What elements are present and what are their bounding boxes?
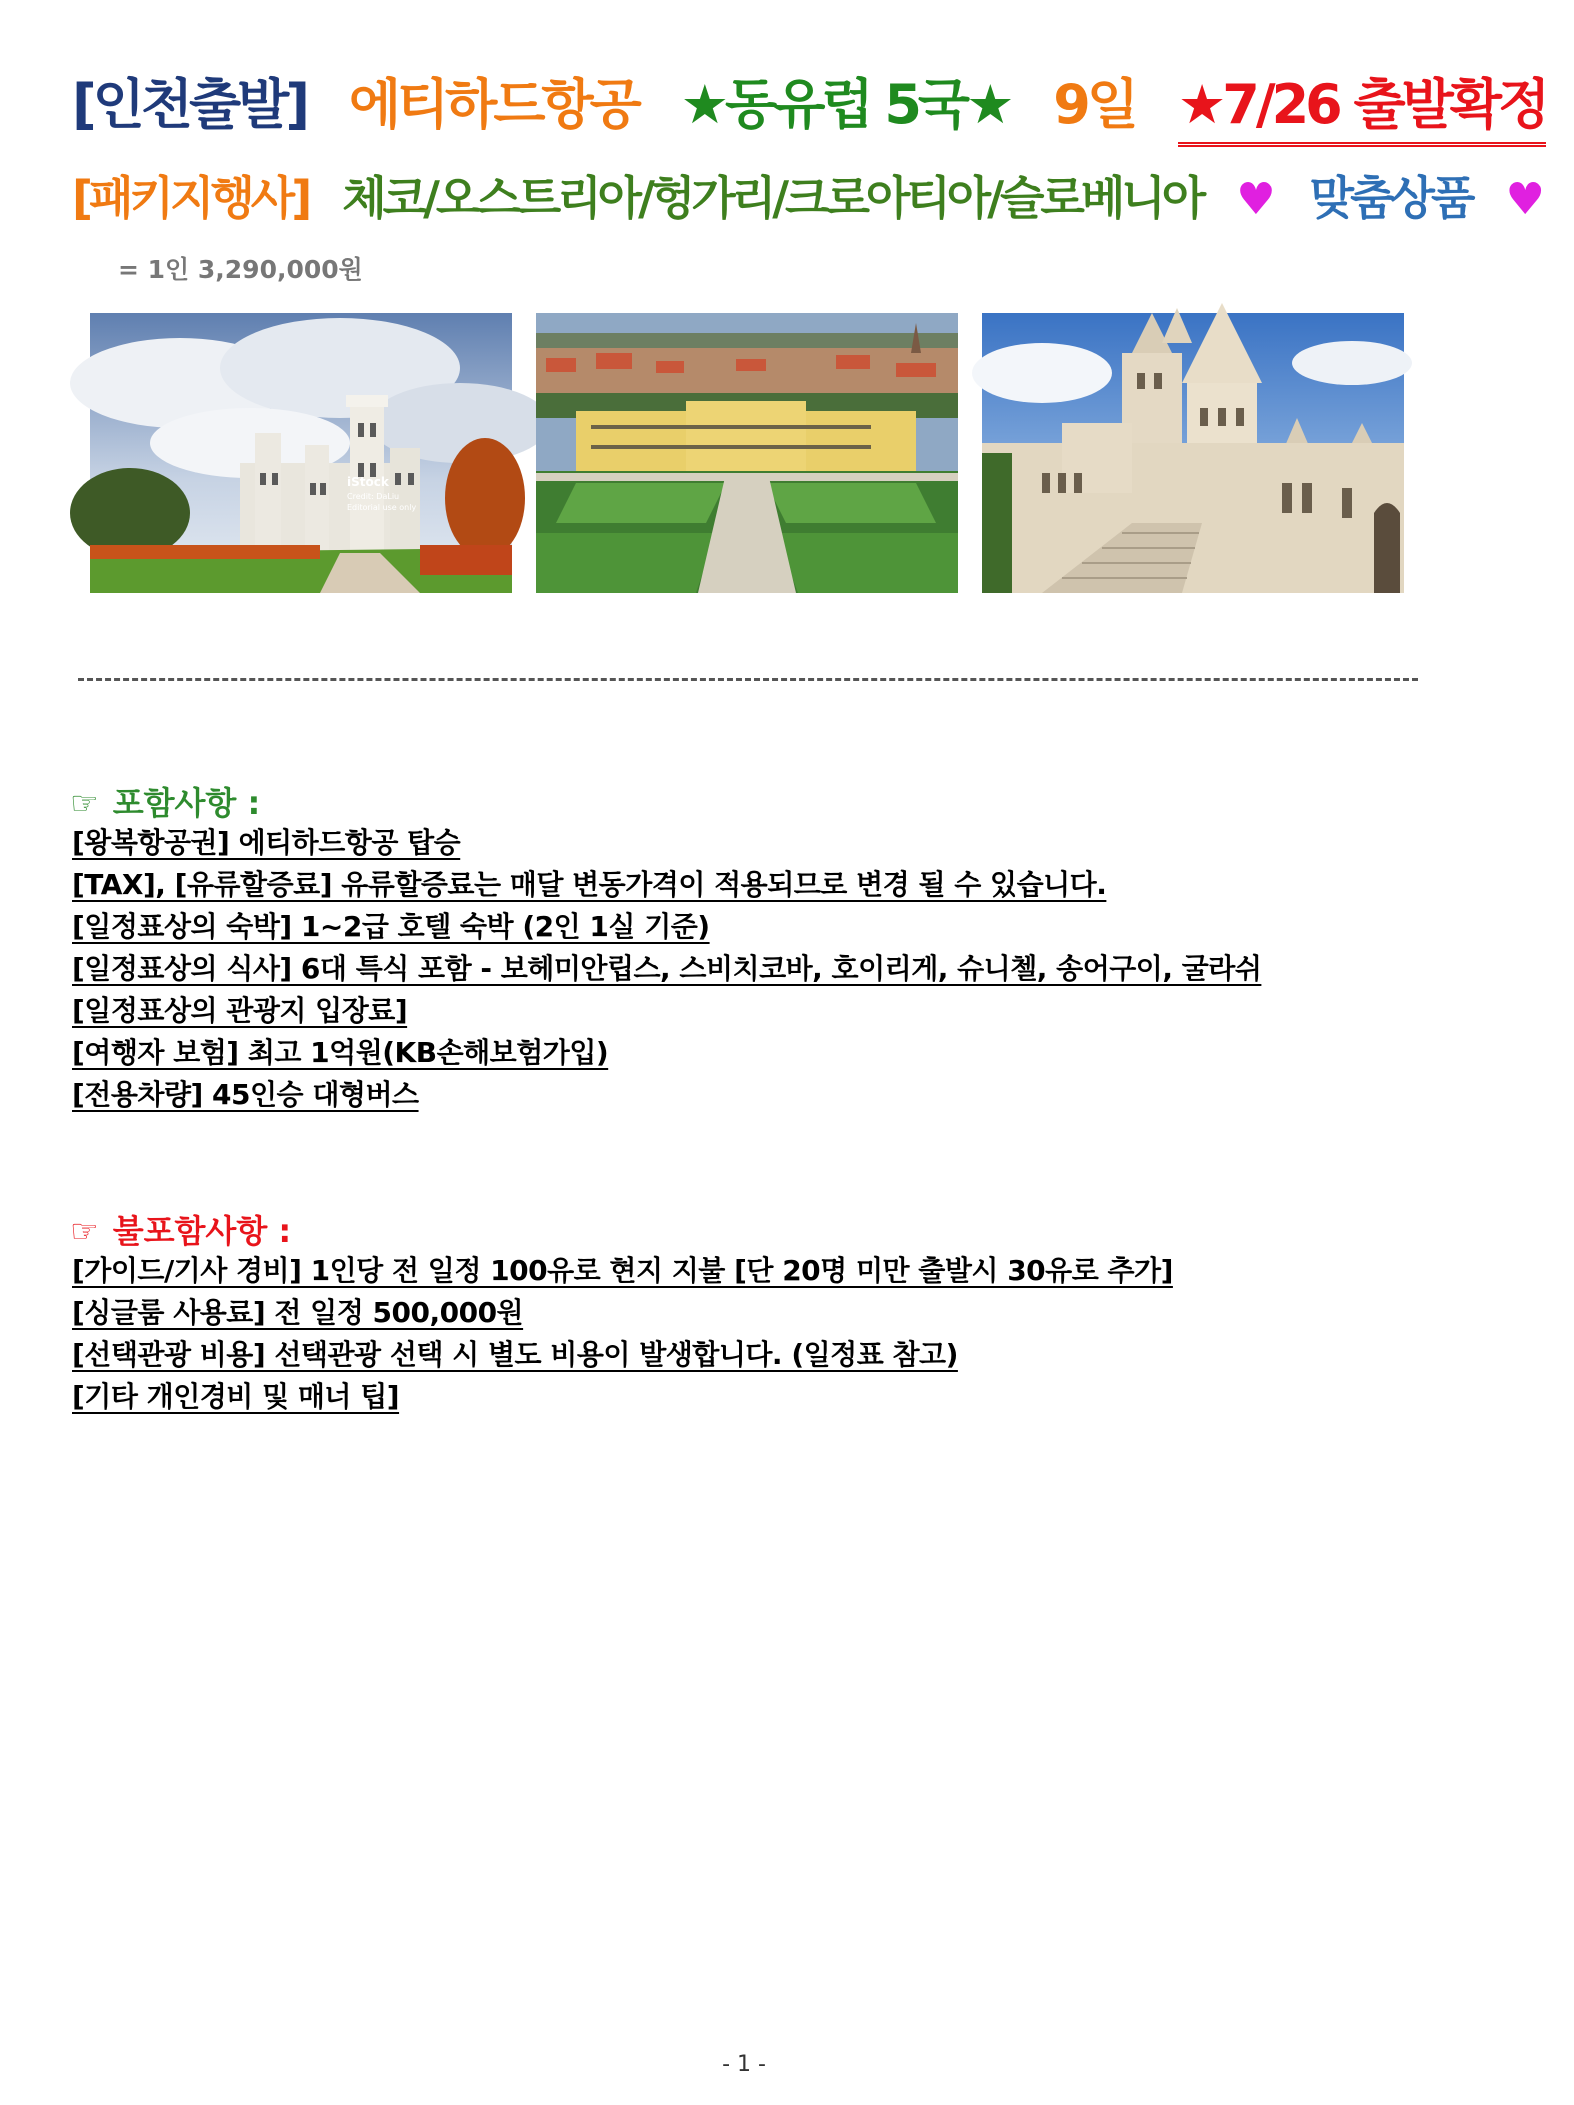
excluded-list xyxy=(72,1250,1173,1418)
included-insurance: [여행자 보험] 최고 1억원(KB손해보험가입) xyxy=(72,1036,609,1069)
departure-confirmed-label: ★7/26 출발확정 xyxy=(1178,70,1546,147)
page-subtitle xyxy=(72,165,1567,231)
excluded-personal: [기타 개인경비 및 매너 팁] xyxy=(72,1380,400,1413)
included-bus: [전용차량] 45인승 대형버스 xyxy=(72,1078,419,1111)
duration-label: 9일 xyxy=(1053,73,1136,136)
page-title xyxy=(72,70,1574,140)
included-heading xyxy=(70,778,260,824)
airline-label: 에티하드항공 xyxy=(348,73,638,136)
excluded-heading-text: 불포함사항 : xyxy=(112,1212,292,1250)
list-item xyxy=(72,906,1261,948)
included-heading-text: 포함사항 : xyxy=(112,784,261,822)
included-tax: [TAX], [유류할증료] 유류할증료는 매달 변동가격이 적용되므로 변경 될 수 있습니다. xyxy=(72,868,1107,901)
list-item xyxy=(72,1250,1173,1292)
watermark-brand: iStock xyxy=(347,475,389,489)
package-label: [패키지행사] xyxy=(72,171,309,225)
region-label: ★동유럽 5국★ xyxy=(680,73,1011,136)
bastion-photo xyxy=(982,313,1404,593)
castle-photo xyxy=(90,313,512,593)
pointing-hand-icon: ☞ xyxy=(70,784,99,822)
departure-label: [인천출발] xyxy=(72,73,307,136)
excluded-heading xyxy=(70,1206,291,1252)
list-item xyxy=(72,948,1261,990)
included-flight: [왕복항공권] 에티하드항공 탑승 xyxy=(72,826,461,859)
excluded-optional-tour: [선택관광 비용] 선택관광 선택 시 별도 비용이 발생합니다. (일정표 참고) xyxy=(72,1338,958,1371)
heart-icon: ♥ xyxy=(1236,174,1276,225)
excluded-single-room: [싱글룸 사용료] 전 일정 500,000원 xyxy=(72,1296,524,1329)
list-item xyxy=(72,822,1261,864)
list-item xyxy=(72,1074,1261,1116)
included-meals: [일정표상의 식사] 6대 특식 포함 - 보헤미안립스, 스비치코바, 호이리게, 슈니첼, 송어구이, 굴라쉬 xyxy=(72,952,1262,985)
price-text: = 1인 3,290,000원 xyxy=(118,255,363,284)
countries-label: 체코/오스트리아/헝가리/크로아티아/슬로베니아 xyxy=(342,171,1203,225)
custom-product-label: 맞춤상품 xyxy=(1309,171,1472,225)
list-item xyxy=(72,1376,1173,1418)
heart-icon: ♥ xyxy=(1505,174,1545,225)
dashed-divider xyxy=(78,678,1418,681)
list-item xyxy=(72,1292,1173,1334)
included-hotel: [일정표상의 숙박] 1~2급 호텔 숙박 (2인 1실 기준) xyxy=(72,910,710,943)
watermark-credit: Credit: DaLiu xyxy=(347,492,400,501)
excluded-guide-fee: [가이드/기사 경비] 1인당 전 일정 100유로 현지 지불 [단 20명 미만 출발시 30유로 추가] xyxy=(72,1254,1173,1287)
list-item xyxy=(72,990,1261,1032)
list-item xyxy=(72,1032,1261,1074)
pointing-hand-icon: ☞ xyxy=(70,1212,99,1250)
included-list xyxy=(72,822,1261,1116)
included-admission: [일정표상의 관광지 입장료] xyxy=(72,994,408,1027)
palace-photo xyxy=(536,313,958,593)
watermark-note: Editorial use only xyxy=(347,503,417,512)
list-item xyxy=(72,864,1261,906)
page-number: - 1 - xyxy=(722,2052,766,2077)
list-item xyxy=(72,1334,1173,1376)
